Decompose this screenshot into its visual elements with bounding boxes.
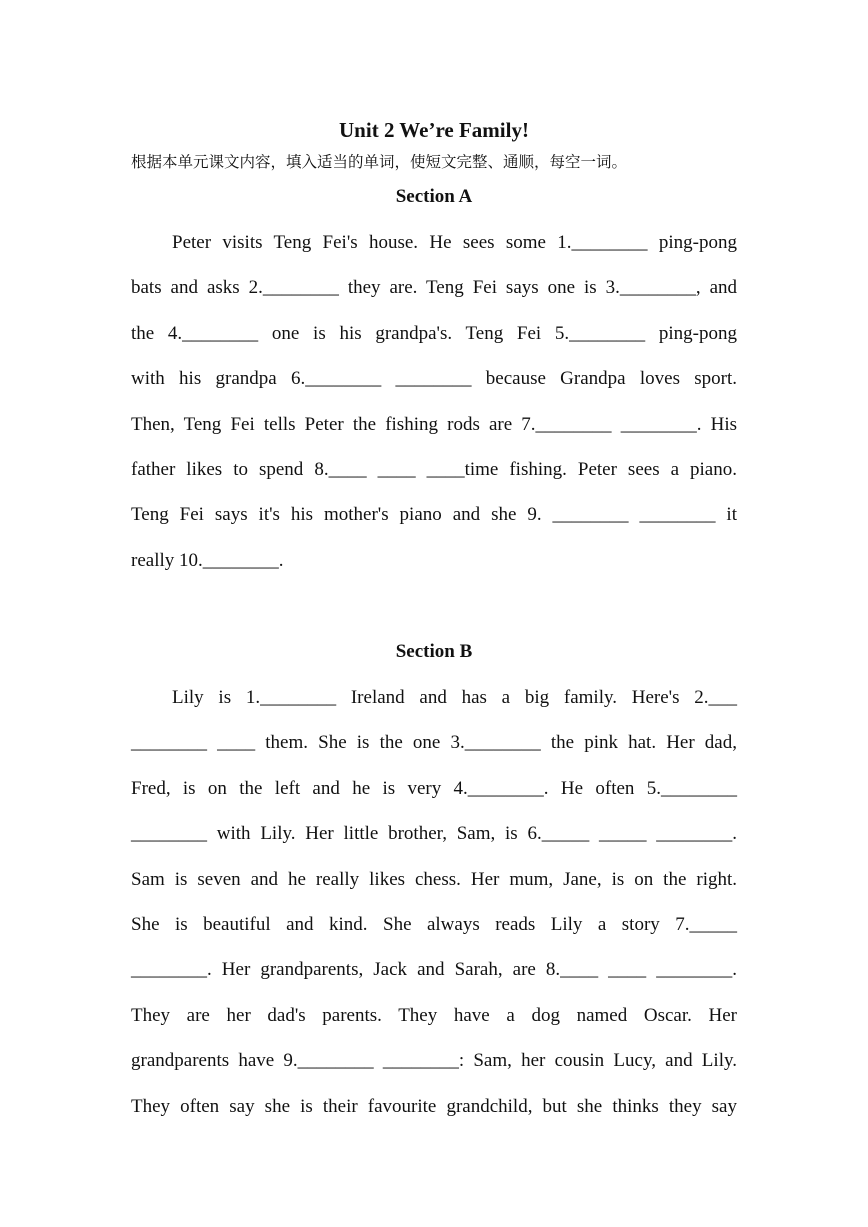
passage-line: Then, Teng Fei tells Peter the fishing rods are 7.________ ________. His	[131, 413, 737, 435]
passage-line: ________ ____ them. She is the one 3.________ the pink hat. Her dad,	[131, 732, 737, 754]
passage-line: bats and asks 2.________ they are. Teng Fei says one is 3.________, and	[131, 277, 737, 299]
passage-line: Sam is seven and he really likes chess. Her mum, Jane, is on the right.	[131, 868, 737, 890]
passage-line: grandparents have 9.________ ________: Sam, her cousin Lucy, and Lily.	[131, 1050, 737, 1072]
passage-line: They are her dad's parents. They have a dog named Oscar. Her	[131, 1004, 737, 1026]
passage-line: the 4.________ one is his grandpa's. Teng Fei 5.________ ping-pong	[131, 322, 737, 344]
passage-line: She is beautiful and kind. She always reads Lily a story 7._____	[131, 913, 737, 935]
passage-line: They often say she is their favourite grandchild, but she thinks they say	[131, 1095, 737, 1117]
section-b-heading: Section B	[395, 641, 473, 662]
passage-line: ________. Her grandparents, Jack and Sarah, are 8.____ ____ ________.	[131, 959, 737, 981]
section-b-passage	[131, 675, 737, 1129]
passage-line: Fred, is on the left and he is very 4.________. He often 5.________	[131, 777, 737, 799]
passage-line: ________ with Lily. Her little brother, Sam, is 6._____ _____ ________.	[131, 823, 737, 845]
passage-line: Peter visits Teng Fei's house. He sees some 1.________ ping-pong	[172, 232, 737, 253]
section-a-passage	[131, 220, 737, 583]
passage-line: Teng Fei says it's his mother's piano and she 9. ________ ________ it	[131, 504, 737, 526]
page-title: Unit 2 We’re Family!	[339, 118, 529, 142]
passage-line: father likes to spend 8.____ ____ ____time fishing. Peter sees a piano.	[131, 458, 737, 480]
passage-line: Lily is 1.________ Ireland and has a big family. Here's 2.___	[172, 687, 737, 708]
passage-line: with his grandpa 6.________ ________ because Grandpa loves sport.	[131, 368, 737, 390]
instruction-text: 根据本单元课文内容，填入适当的单词，使短文完整、通顺，每空一词。	[131, 153, 628, 171]
section-a-heading: Section A	[395, 186, 473, 207]
passage-line: really 10.________.	[131, 549, 284, 571]
